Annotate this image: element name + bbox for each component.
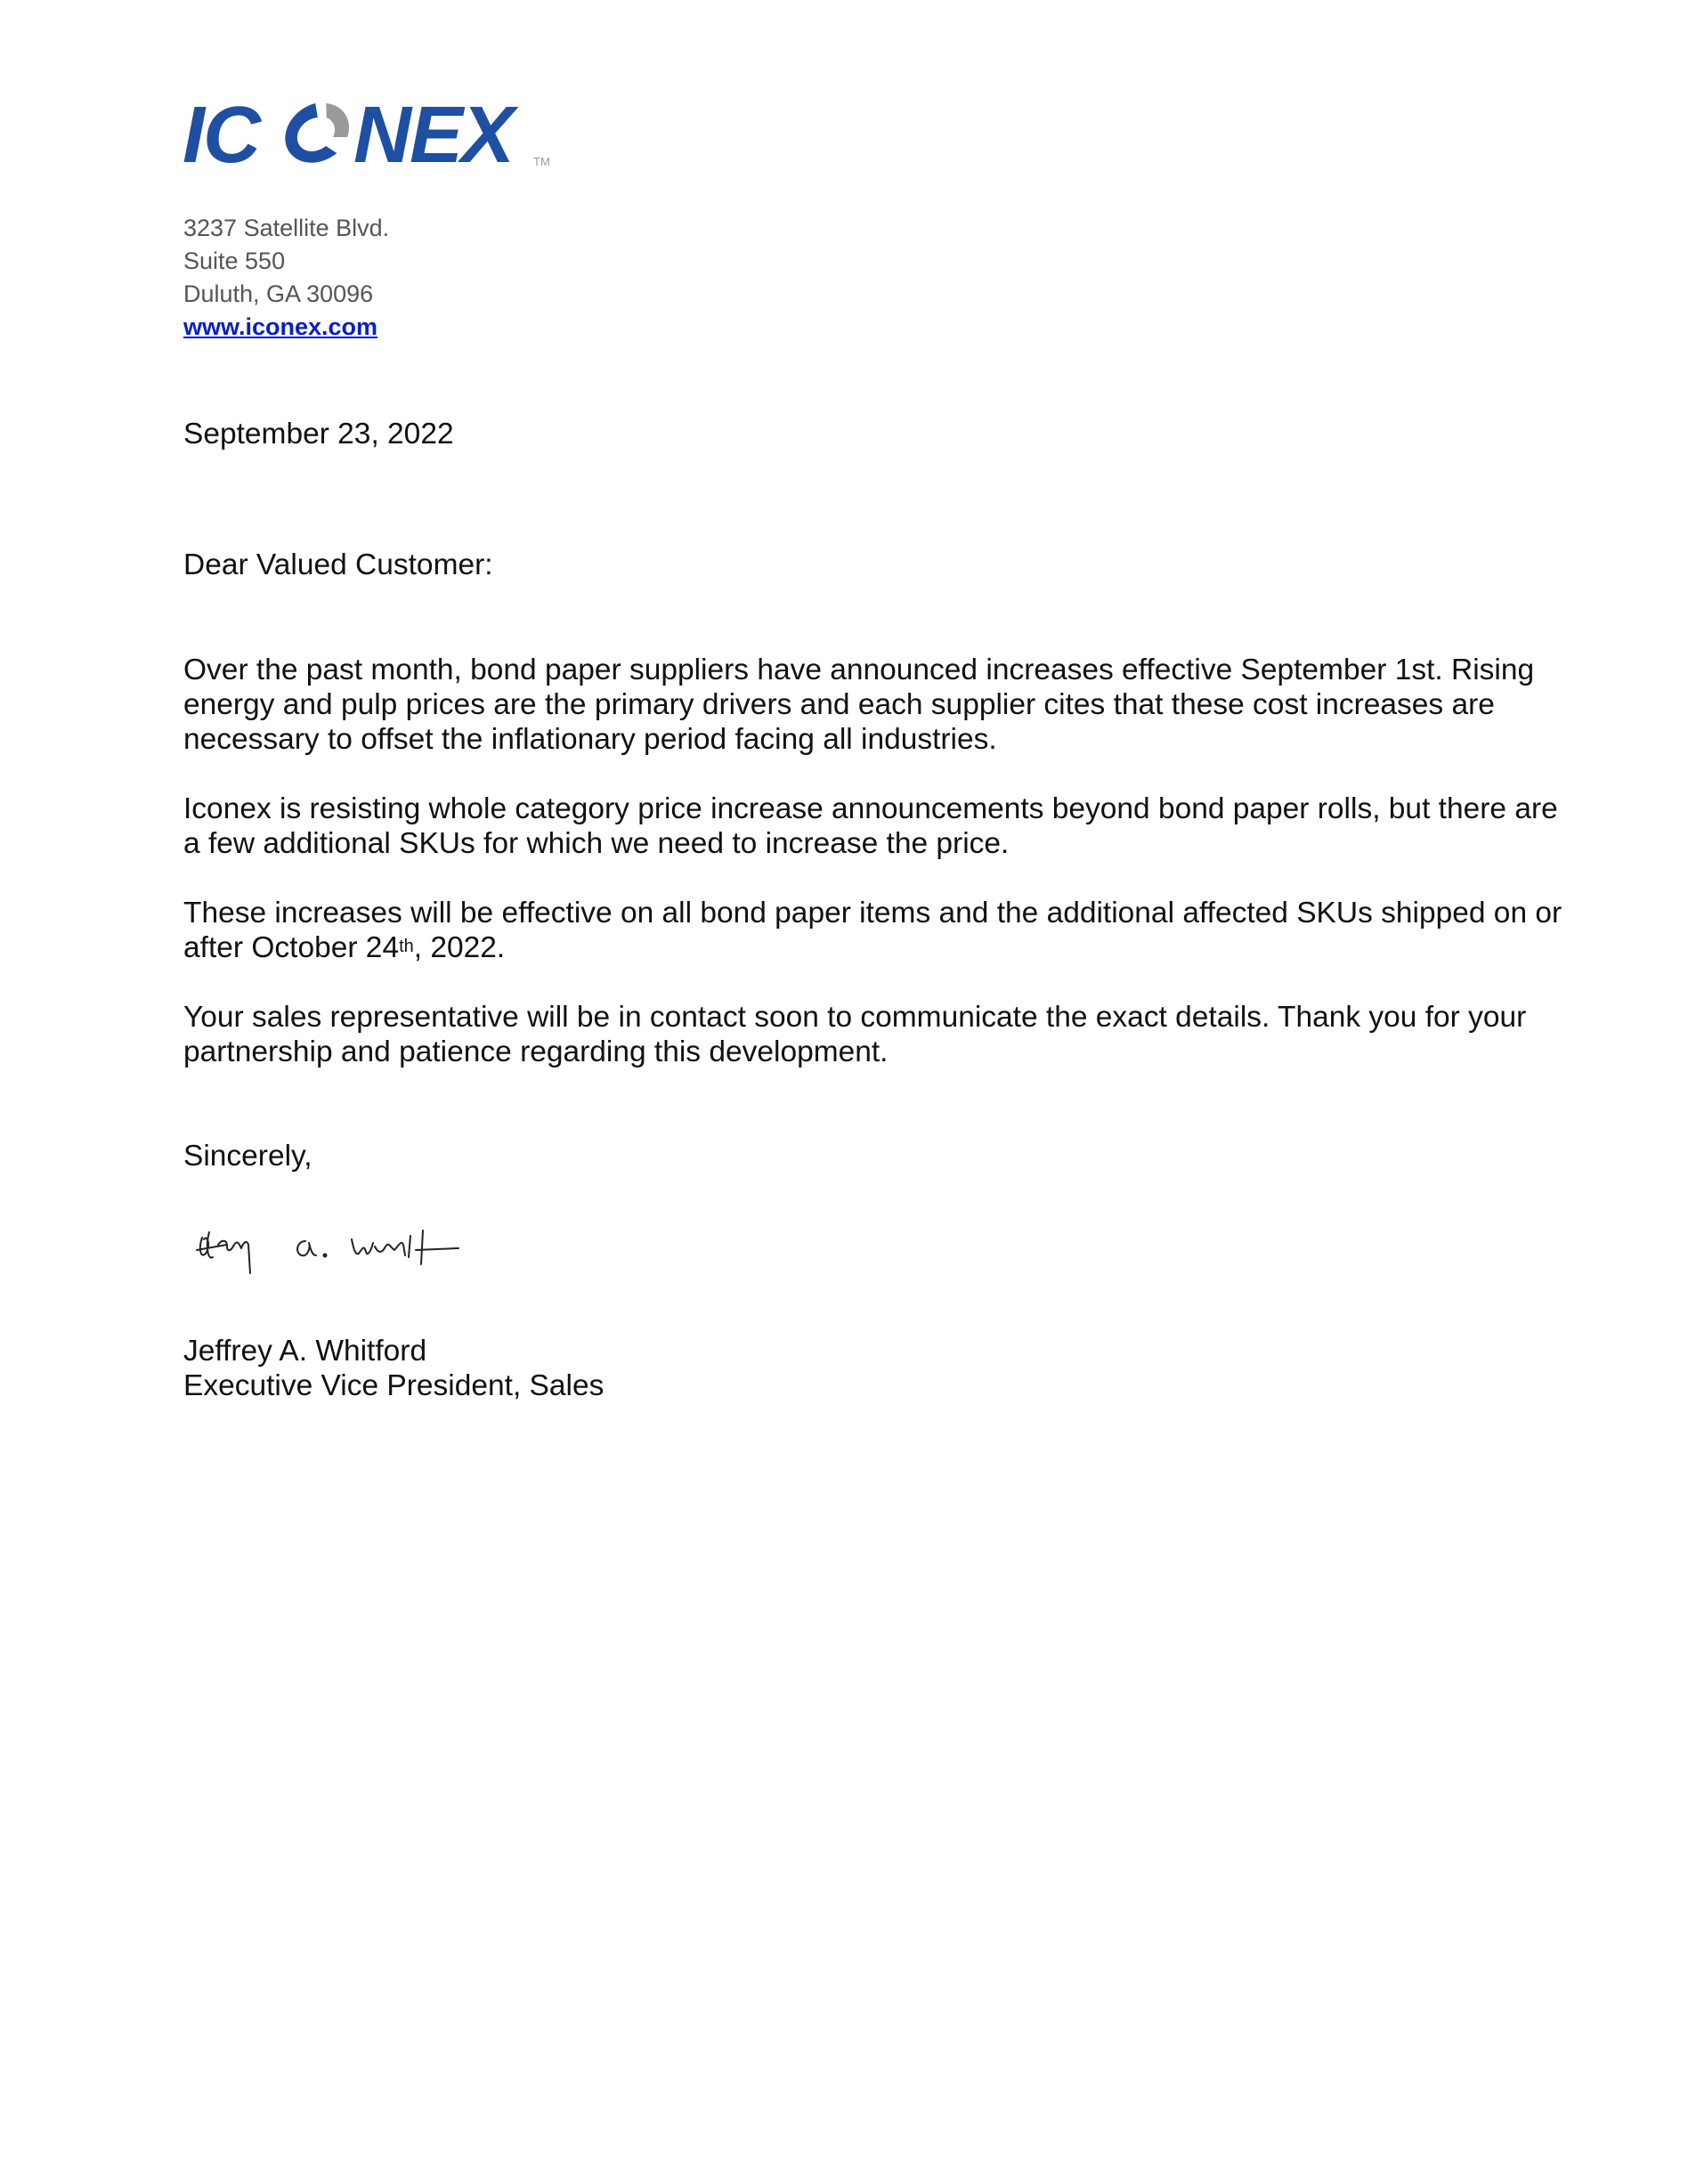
- paragraph-2-text: Iconex is resisting whole category price increase announcements beyond bond paper rolls, but there are a few additional SKUs for which we need to increase the price.: [183, 792, 1558, 860]
- paragraph-3-text-b: , 2022.: [413, 931, 506, 964]
- paragraph-4-text: Your sales representative will be in contact soon to communicate the exact details. Thank you for your partnership and patience regarding this development.: [183, 1001, 1527, 1068]
- address-street: 3237 Satellite Blvd.: [183, 215, 390, 241]
- ordinal-superscript: th: [399, 937, 414, 956]
- iconex-logo: [183, 93, 556, 173]
- letter-paragraph-1: [183, 653, 1563, 757]
- logo-wordmark-nex: NEX: [353, 93, 514, 173]
- logo-wordmark-ic: IC: [183, 93, 259, 173]
- website-link[interactable]: www.iconex.com: [183, 313, 378, 340]
- signer-title: Executive Vice President, Sales: [183, 1369, 605, 1402]
- letter-date: September 23, 2022: [183, 418, 454, 451]
- handwritten-signature: [191, 1218, 485, 1289]
- letter-paragraph-3: [183, 896, 1563, 965]
- letterhead-address: [183, 212, 389, 344]
- logo-trademark: TM: [533, 155, 550, 168]
- paragraph-3-text-a: These increases will be effective on all bond paper items and the additional affected SKUs shipped on or after October 24: [183, 897, 1562, 964]
- signer-block: [183, 1334, 604, 1403]
- letter-paragraph-2: [183, 792, 1563, 861]
- letter-closing: Sincerely,: [183, 1140, 312, 1173]
- address-suite: Suite 550: [183, 248, 286, 274]
- signer-name: Jeffrey A. Whitford: [183, 1335, 427, 1368]
- letter-paragraph-4: [183, 1000, 1563, 1069]
- letter-salutation: Dear Valued Customer:: [183, 548, 493, 581]
- address-city-state-zip: Duluth, GA 30096: [183, 280, 374, 307]
- paragraph-1-text: Over the past month, bond paper suppliers have announced increases effective September 1st. Rising energy and pulp prices are the primary drivers and each supplier cites that these cost increases are necessary to offset the inflationary period facing all industries.: [183, 654, 1535, 756]
- logo-o-mark: [280, 103, 355, 163]
